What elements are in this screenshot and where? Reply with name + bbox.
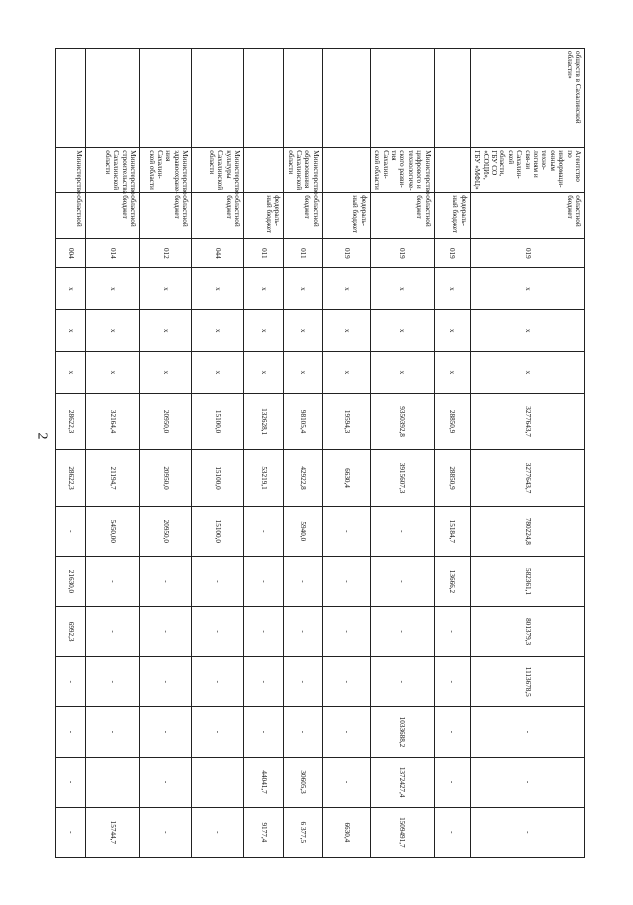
agency-cell: Министерство здравоохране-ния Сахалин-ской области xyxy=(140,148,192,193)
x-cell: x xyxy=(322,310,370,352)
table-row xyxy=(140,49,192,858)
value-cell: 9350392,8 xyxy=(370,393,434,449)
value-cell: 5940,0 xyxy=(284,506,323,556)
code-cell: 011 xyxy=(244,239,284,268)
value-cell: 32164,4 xyxy=(86,393,140,449)
value-cell: - xyxy=(140,807,192,857)
x-cell: x xyxy=(192,268,244,310)
budget-cell: областной бюджет xyxy=(370,193,434,239)
table-row xyxy=(56,49,86,858)
value-cell: - xyxy=(434,657,470,707)
budget-table xyxy=(55,48,585,858)
blank-cell xyxy=(56,49,86,148)
budget-cell: федераль-ный бюджет xyxy=(322,193,370,239)
value-cell: 44041,7 xyxy=(244,757,284,807)
x-cell: x xyxy=(284,268,323,310)
table-row xyxy=(322,49,370,858)
value-cell: 53219,1 xyxy=(244,450,284,506)
value-cell: - xyxy=(244,657,284,707)
value-cell: 780224,8 xyxy=(470,506,584,556)
value-cell: - xyxy=(322,757,370,807)
value-cell xyxy=(192,757,244,807)
x-cell: x xyxy=(322,352,370,394)
value-cell: 5450,00 xyxy=(86,506,140,556)
agency-cell xyxy=(322,148,370,193)
x-cell: x xyxy=(86,268,140,310)
value-cell: - xyxy=(140,757,192,807)
value-cell: 20950,0 xyxy=(140,506,192,556)
value-cell: 13666,2 xyxy=(434,556,470,606)
value-cell: 15100,0 xyxy=(192,450,244,506)
value-cell: - xyxy=(192,707,244,757)
value-cell: 6 377,5 xyxy=(284,807,323,857)
value-cell: 1372427,4 xyxy=(370,757,434,807)
value-cell: - xyxy=(322,506,370,556)
x-cell: x xyxy=(244,310,284,352)
value-cell: - xyxy=(56,707,86,757)
value-cell: 28850,9 xyxy=(434,450,470,506)
value-cell: - xyxy=(470,707,584,757)
x-cell: x xyxy=(86,310,140,352)
value-cell: - xyxy=(284,607,323,657)
agency-cell: Министерство цифрового и технологиче-ского разви-тия Сахалин-ской области xyxy=(370,148,434,193)
value-cell: - xyxy=(370,657,434,707)
agency-cell: Министерство xyxy=(56,148,86,193)
budget-cell: областной бюджет xyxy=(86,193,140,239)
blank-cell xyxy=(284,49,323,148)
code-cell: 019 xyxy=(370,239,434,268)
value-cell: 21194,7 xyxy=(86,450,140,506)
table-row xyxy=(86,49,140,858)
value-cell: - xyxy=(244,556,284,606)
value-cell: 1033688,2 xyxy=(370,707,434,757)
value-cell: - xyxy=(470,757,584,807)
x-cell: x xyxy=(370,268,434,310)
blank-cell xyxy=(244,49,284,148)
code-cell: 011 xyxy=(284,239,323,268)
value-cell: - xyxy=(86,707,140,757)
blank-cell xyxy=(140,49,192,148)
value-cell: 9177,4 xyxy=(244,807,284,857)
value-cell: - xyxy=(192,807,244,857)
value-cell: 15100,0 xyxy=(192,506,244,556)
value-cell: 20950,0 xyxy=(140,450,192,506)
value-cell: - xyxy=(140,607,192,657)
value-cell: 6992,3 xyxy=(56,607,86,657)
agency-cell: Министерство образования Сахалинской области xyxy=(284,148,323,193)
value-cell: 1509491,7 xyxy=(370,807,434,857)
value-cell: 98105,4 xyxy=(284,393,323,449)
value-cell: - xyxy=(322,707,370,757)
value-cell: - xyxy=(370,506,434,556)
table-row xyxy=(192,49,244,858)
value-cell: - xyxy=(322,607,370,657)
x-cell: x xyxy=(434,352,470,394)
code-cell: 014 xyxy=(86,239,140,268)
x-cell: x xyxy=(244,268,284,310)
value-cell: - xyxy=(434,757,470,807)
value-cell: - xyxy=(192,607,244,657)
value-cell: - xyxy=(244,707,284,757)
blank-cell xyxy=(86,49,140,148)
table-row xyxy=(284,49,323,858)
agency-cell: Министерство культуры Сахалинской области xyxy=(192,148,244,193)
value-cell: - xyxy=(470,807,584,857)
value-cell: - xyxy=(56,757,86,807)
value-cell: 21630,0 xyxy=(56,556,86,606)
x-cell: x xyxy=(86,352,140,394)
x-cell: x xyxy=(192,352,244,394)
budget-cell: областной бюджет xyxy=(470,193,584,239)
x-cell: x xyxy=(192,310,244,352)
value-cell: - xyxy=(86,607,140,657)
value-cell: 28622,3 xyxy=(56,393,86,449)
blank-cell xyxy=(370,49,434,148)
value-cell: - xyxy=(86,556,140,606)
value-cell: - xyxy=(284,657,323,707)
value-cell: - xyxy=(370,556,434,606)
value-cell: - xyxy=(244,607,284,657)
x-cell: x xyxy=(470,268,584,310)
x-cell: x xyxy=(370,352,434,394)
value-cell: 1113678,5 xyxy=(470,657,584,707)
code-cell: 012 xyxy=(140,239,192,268)
x-cell: x xyxy=(56,310,86,352)
budget-cell: областной бюджет xyxy=(140,193,192,239)
value-cell: 42922,8 xyxy=(284,450,323,506)
table-row xyxy=(470,49,584,858)
code-cell: 019 xyxy=(470,239,584,268)
value-cell: - xyxy=(322,556,370,606)
code-cell: 019 xyxy=(434,239,470,268)
value-cell: 3915607,3 xyxy=(370,450,434,506)
value-cell: - xyxy=(140,657,192,707)
page-number: 2 xyxy=(34,432,50,440)
x-cell: x xyxy=(284,310,323,352)
value-cell: - xyxy=(434,607,470,657)
value-cell: 3277643,7 xyxy=(470,450,584,506)
blank-cell xyxy=(434,49,470,148)
value-cell: - xyxy=(86,657,140,707)
x-cell: x xyxy=(140,310,192,352)
value-cell: 6630,4 xyxy=(322,450,370,506)
blank-cell xyxy=(322,49,370,148)
value-cell: - xyxy=(56,657,86,707)
value-cell: - xyxy=(434,707,470,757)
table-row xyxy=(244,49,284,858)
value-cell: - xyxy=(56,807,86,857)
agency-cell xyxy=(434,148,470,193)
value-cell: - xyxy=(56,506,86,556)
value-cell: 19594,3 xyxy=(322,393,370,449)
agency-cell: Агентство по информаци-онным техно-логиям и свя-зи Сахалин-ской области, ГБУ СО «СОЦИ», ГБУ «МФЦ» xyxy=(470,148,584,193)
value-cell: - xyxy=(434,807,470,857)
x-cell: x xyxy=(322,268,370,310)
agency-cell xyxy=(244,148,284,193)
blank-cell xyxy=(192,49,244,148)
budget-cell: федераль-ный бюджет xyxy=(434,193,470,239)
value-cell: 15184,7 xyxy=(434,506,470,556)
value-cell: 132628,1 xyxy=(244,393,284,449)
value-cell: 15744,7 xyxy=(86,807,140,857)
value-cell: 15100,0 xyxy=(192,393,244,449)
value-cell: - xyxy=(192,657,244,707)
x-cell: x xyxy=(244,352,284,394)
x-cell: x xyxy=(434,268,470,310)
x-cell: x xyxy=(140,352,192,394)
value-cell: - xyxy=(192,556,244,606)
value-cell: - xyxy=(284,707,323,757)
budget-cell: областной xyxy=(56,193,86,239)
value-cell: - xyxy=(140,707,192,757)
budget-cell: федераль-ный бюджет xyxy=(244,193,284,239)
budget-cell: областной бюджет xyxy=(284,193,323,239)
value-cell: - xyxy=(370,607,434,657)
value-cell: - xyxy=(284,556,323,606)
value-cell: 582361,1 xyxy=(470,556,584,606)
code-cell: 044 xyxy=(192,239,244,268)
value-cell: - xyxy=(140,556,192,606)
x-cell: x xyxy=(140,268,192,310)
x-cell: x xyxy=(56,352,86,394)
value-cell: 30605,3 xyxy=(284,757,323,807)
table-row xyxy=(370,49,434,858)
x-cell: x xyxy=(470,352,584,394)
x-cell: x xyxy=(470,310,584,352)
value-cell: - xyxy=(244,506,284,556)
table-row xyxy=(434,49,470,858)
agency-cell: Министерство строительства Сахалинской области xyxy=(86,148,140,193)
x-cell: x xyxy=(370,310,434,352)
x-cell: x xyxy=(434,310,470,352)
x-cell: x xyxy=(284,352,323,394)
value-cell: 28622,3 xyxy=(56,450,86,506)
value-cell: 28850,9 xyxy=(434,393,470,449)
code-cell: 004 xyxy=(56,239,86,268)
budget-cell: областной бюджет xyxy=(192,193,244,239)
value-cell: 801379,3 xyxy=(470,607,584,657)
x-cell: x xyxy=(56,268,86,310)
value-cell: 6630,4 xyxy=(322,807,370,857)
header-fragment-cell: обществ в Сахалинской области» xyxy=(470,49,584,148)
value-cell: - xyxy=(322,657,370,707)
value-cell: 20950,0 xyxy=(140,393,192,449)
value-cell: 3277643,7 xyxy=(470,393,584,449)
value-cell xyxy=(86,757,140,807)
rotated-table-page xyxy=(66,48,585,858)
code-cell: 019 xyxy=(322,239,370,268)
